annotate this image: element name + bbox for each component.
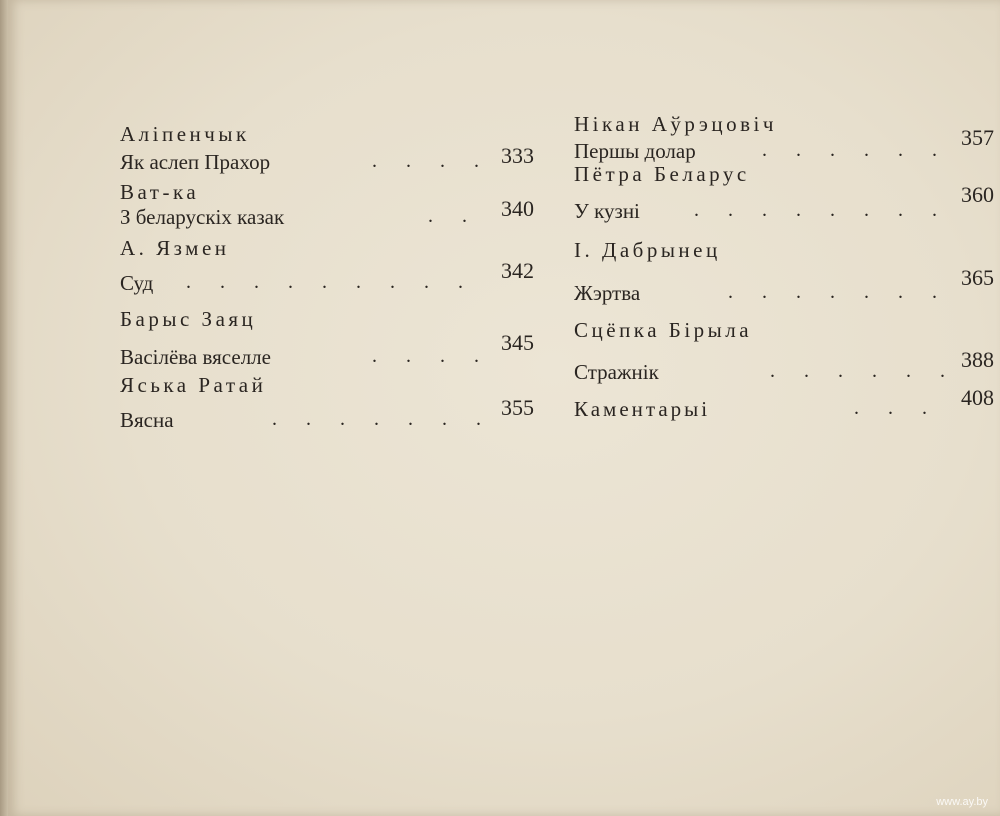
toc-leader: . . . . . . . bbox=[728, 281, 949, 303]
toc-page-number: 357 bbox=[961, 125, 994, 150]
book-page bbox=[8, 0, 1000, 816]
toc-entry bbox=[574, 125, 994, 164]
toc-title: Суд bbox=[120, 271, 154, 295]
toc-page-number: 342 bbox=[501, 258, 534, 283]
toc-leader: . . . . . . bbox=[770, 360, 957, 382]
toc-leader: . . . . . . . . bbox=[694, 199, 949, 221]
toc-leader: . . . . . . bbox=[762, 139, 949, 161]
toc-entry bbox=[574, 347, 994, 385]
toc-leader: . . bbox=[428, 205, 479, 227]
toc-author: І. Дабрынец bbox=[574, 238, 721, 262]
toc-leader: . . . . . . . . . bbox=[186, 271, 475, 293]
toc-title: Вясна bbox=[120, 408, 174, 432]
toc-title: У кузні bbox=[574, 199, 640, 223]
toc-leader: . . . bbox=[854, 397, 939, 419]
toc-leader: . . . . bbox=[372, 150, 491, 172]
toc-page-number: 340 bbox=[501, 196, 534, 221]
toc-author: А. Язмен bbox=[120, 236, 230, 260]
toc-entry bbox=[120, 395, 534, 433]
toc-author: Аліпенчык bbox=[120, 122, 250, 146]
toc-title: З беларускіх казак bbox=[120, 205, 285, 229]
toc-title: Васілёва вяселле bbox=[120, 345, 271, 369]
toc-entry bbox=[120, 330, 534, 370]
toc-entry bbox=[574, 385, 994, 422]
toc-title: Жэртва bbox=[574, 281, 641, 305]
toc-title: Першы долар bbox=[574, 139, 696, 163]
toc-author: Нікан Аўрэцовіч bbox=[574, 112, 777, 136]
toc-page-number: 345 bbox=[501, 330, 534, 355]
toc-author: Пётра Беларус bbox=[574, 162, 750, 186]
toc-author: Барыс Заяц bbox=[120, 307, 257, 331]
site-watermark: www.ay.by bbox=[936, 796, 988, 808]
toc-page-number: 360 bbox=[961, 182, 994, 207]
toc-title: Каментарыі bbox=[574, 397, 711, 421]
toc-title: Як аслеп Прахор bbox=[120, 150, 271, 174]
toc-page-number: 408 bbox=[961, 385, 994, 410]
toc-author: Ват-ка bbox=[120, 180, 200, 204]
toc-page-number: 333 bbox=[501, 143, 534, 168]
toc-leader: . . . . bbox=[372, 345, 491, 367]
toc-entry bbox=[574, 182, 994, 224]
toc-page-number: 365 bbox=[961, 265, 994, 290]
toc-entry bbox=[120, 145, 534, 175]
toc-page-number: 388 bbox=[961, 347, 994, 372]
book-gutter bbox=[0, 0, 8, 816]
toc-entry bbox=[120, 258, 534, 296]
toc-author: Яська Ратай bbox=[120, 373, 267, 397]
toc-entry bbox=[120, 196, 534, 230]
toc-author: Сцёпка Бірыла bbox=[574, 318, 753, 342]
toc-entry bbox=[574, 265, 994, 306]
toc-title: Стражнік bbox=[574, 360, 659, 384]
toc-leader: . . . . . . . bbox=[272, 408, 493, 430]
toc-page-number: 355 bbox=[501, 395, 534, 420]
